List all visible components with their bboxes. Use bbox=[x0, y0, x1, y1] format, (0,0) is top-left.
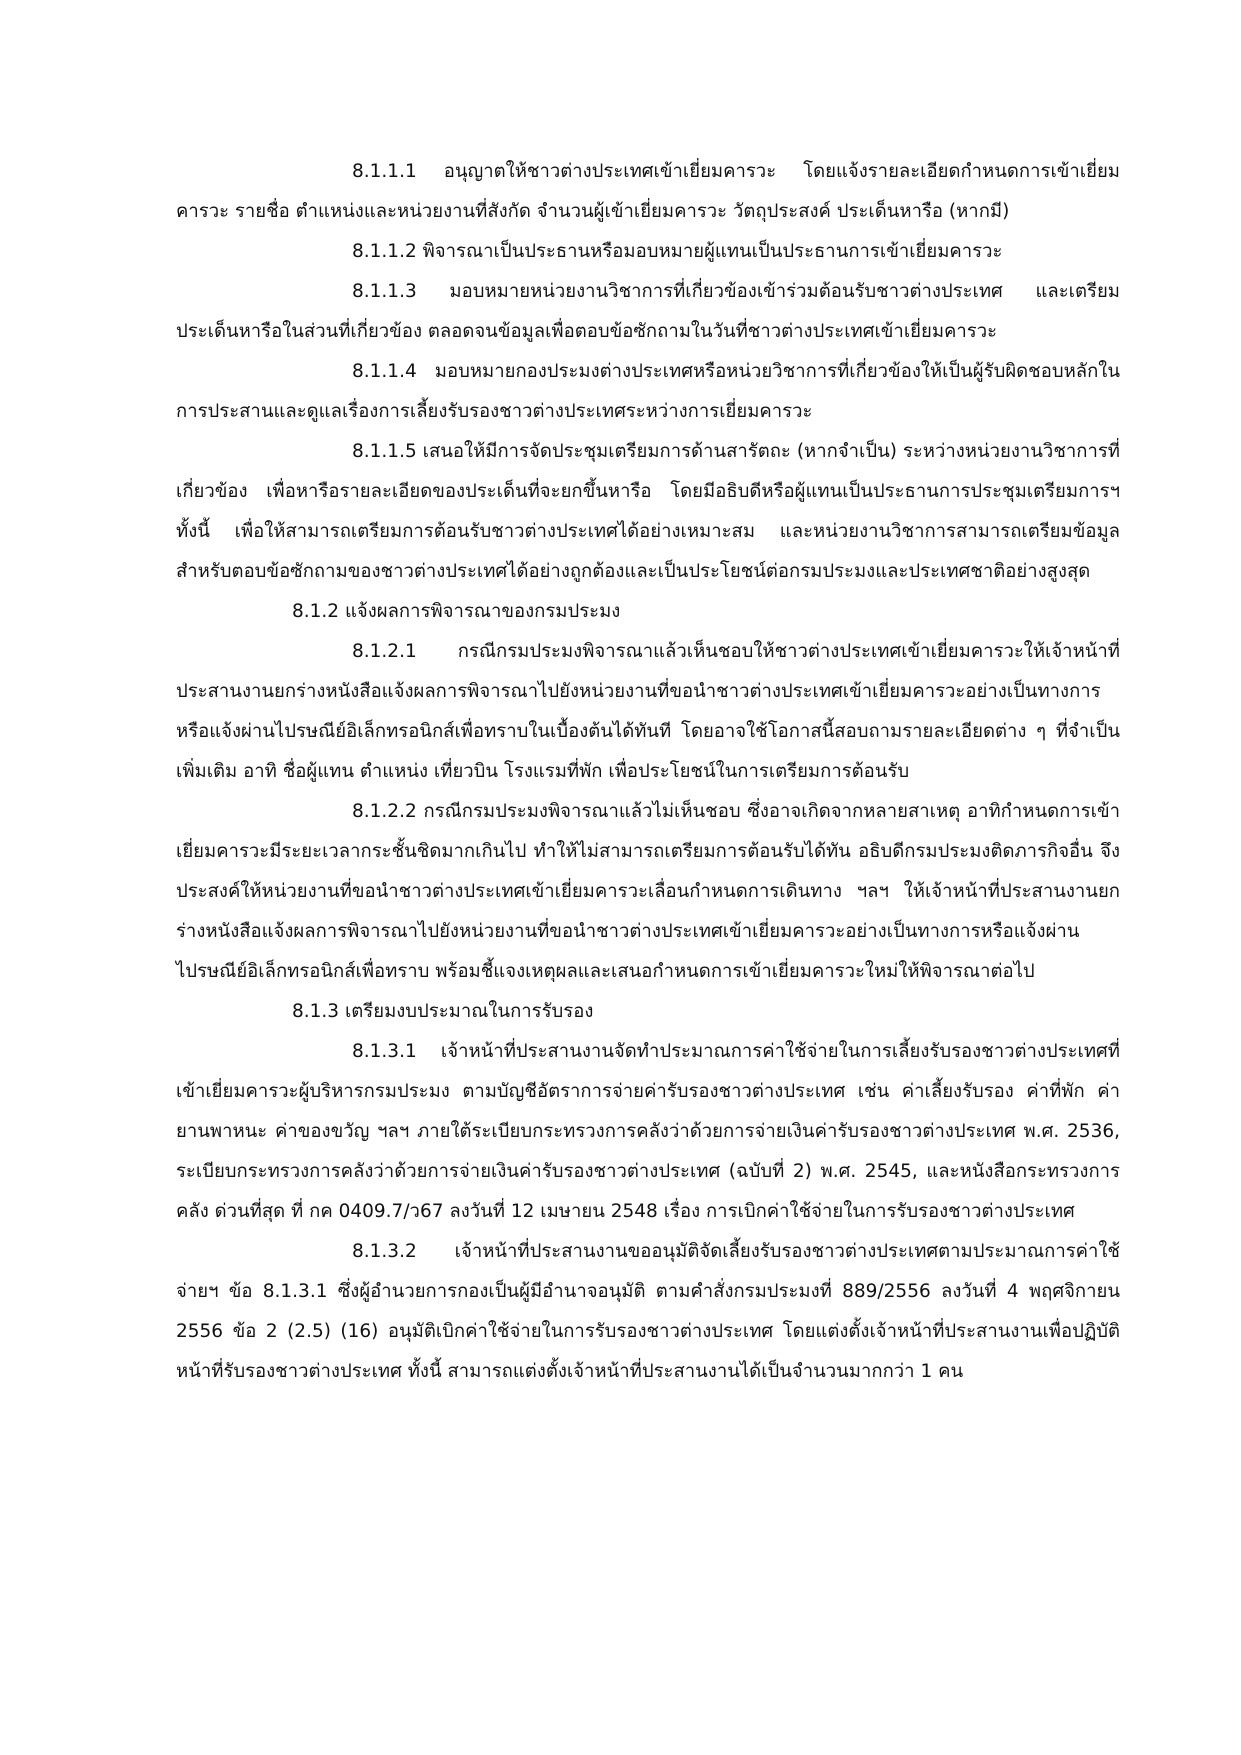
paragraph-8-1-1-2: 8.1.1.2 พิจารณาเป็นประธานหรือมอบหมายผู้แทนเป็นประธานการเข้าเยี่ยมคารวะ bbox=[352, 241, 1003, 262]
paragraph-8-1-2-1: 8.1.2.1 กรณีกรมประมงพิจารณาแล้วเห็นชอบให้ชาวต่างประเทศเข้าเยี่ยมคารวะให้เจ้าหน้าที่ประสานงานยกร่างหนังสือแจ้งผลการพิจารณาไปยังหน่วยงานที่ขอนำชาวต่างประเทศเข้าเยี่ยมคารวะอย่างเป็นทางการหรือแจ้งผ่านไปรษณีย์อิเล็กทรอนิกส์เพื่อทราบในเบื้องต้นได้ทันที โดยอาจใช้โอกาสนี้สอบถามรายละเอียดต่าง ๆ ที่จำเป็นเพิ่มเติม อาทิ ชื่อผู้แทน ตำแหน่ง เที่ยวบิน โรงแรมที่พัก เพื่อประโยชน์ในการเตรียมการต้อนรับ bbox=[176, 641, 1120, 782]
paragraph-8-1-1-1: 8.1.1.1 อนุญาตให้ชาวต่างประเทศเข้าเยี่ยมคารวะ โดยแจ้งรายละเอียดกำหนดการเข้าเยี่ยมคารวะ รายชื่อ ตำแหน่งและหน่วยงานที่สังกัด จำนวนผู้เข้าเยี่ยมคารวะ วัตถุประสงค์ ประเด็นหารือ (หากมี) bbox=[176, 161, 1120, 222]
section-heading-8-1-2: 8.1.2 แจ้งผลการพิจารณาของกรมประมง bbox=[292, 601, 621, 622]
section-heading-8-1-3: 8.1.3 เตรียมงบประมาณในการรับรอง bbox=[292, 1001, 594, 1022]
paragraph-8-1-1-4: 8.1.1.4 มอบหมายกองประมงต่างประเทศหรือหน่วยวิชาการที่เกี่ยวข้องให้เป็นผู้รับผิดชอบหลักในการประสานและดูแลเรื่องการเลี้ยงรับรองชาวต่างประเทศระหว่างการเยี่ยมคารวะ bbox=[176, 361, 1120, 422]
paragraph-8-1-1-5: 8.1.1.5 เสนอให้มีการจัดประชุมเตรียมการด้านสารัตถะ (หากจำเป็น) ระหว่างหน่วยงานวิชาการที่เกี่ยวข้อง เพื่อหารือรายละเอียดของประเด็นที่จะยกขึ้นหารือ โดยมีอธิบดีหรือผู้แทนเป็นประธานการประชุมเตรียมการฯ ทั้งนี้ เพื่อให้สามารถเตรียมการต้อนรับชาวต่างประเทศได้อย่างเหมาะสม และหน่วยงานวิชาการสามารถเตรียมข้อมูลสำหรับตอบข้อซักถามของชาวต่างประเทศได้อย่างถูกต้องและเป็นประโยชน์ต่อกรมประมงและประเทศชาติอย่างสูงสุด bbox=[176, 441, 1120, 582]
paragraph-8-1-3-2: 8.1.3.2 เจ้าหน้าที่ประสานงานขออนุมัติจัดเลี้ยงรับรองชาวต่างประเทศตามประมาณการค่าใช้จ่ายฯ ข้อ 8.1.3.1 ซึ่งผู้อำนวยการกองเป็นผู้มีอำนาจอนุมัติ ตามคำสั่งกรมประมงที่ 889/2556 ลงวันที่ 4 พฤศจิกายน 2556 ข้อ 2 (2.5) (16) อนุมัติเบิกค่าใช้จ่ายในการรับรองชาวต่างประเทศ โดยแต่งตั้งเจ้าหน้าที่ประสานงานเพื่อปฏิบัติหน้าที่รับรองชาวต่างประเทศ ทั้งนี้ สามารถแต่งตั้งเจ้าหน้าที่ประสานงานได้เป็นจำนวนมากกว่า 1 คน bbox=[176, 1241, 1120, 1382]
document-body bbox=[176, 152, 1120, 1392]
paragraph-8-1-2-2: 8.1.2.2 กรณีกรมประมงพิจารณาแล้วไม่เห็นชอบ ซึ่งอาจเกิดจากหลายสาเหตุ อาทิกำหนดการเข้าเยี่ยมคารวะมีระยะเวลากระชั้นชิดมากเกินไป ทำให้ไม่สามารถเตรียมการต้อนรับได้ทัน อธิบดีกรมประมงติดภารกิจอื่น จึงประสงค์ให้หน่วยงานที่ขอนำชาวต่างประเทศเข้าเยี่ยมคารวะเลื่อนกำหนดการเดินทาง ฯลฯ ให้เจ้าหน้าที่ประสานงานยกร่างหนังสือแจ้งผลการพิจารณาไปยังหน่วยงานที่ขอนำชาวต่างประเทศเข้าเยี่ยมคารวะอย่างเป็นทางการหรือแจ้งผ่านไปรษณีย์อิเล็กทรอนิกส์เพื่อทราบ พร้อมชี้แจงเหตุผลและเสนอกำหนดการเข้าเยี่ยมคารวะใหม่ให้พิจารณาต่อไป bbox=[176, 801, 1120, 982]
paragraph-8-1-3-1: 8.1.3.1 เจ้าหน้าที่ประสานงานจัดทำประมาณการค่าใช้จ่ายในการเลี้ยงรับรองชาวต่างประเทศที่เข้าเยี่ยมคารวะผู้บริหารกรมประมง ตามบัญชีอัตราการจ่ายค่ารับรองชาวต่างประเทศ เช่น ค่าเลี้ยงรับรอง ค่าที่พัก ค่ายานพาหนะ ค่าของขวัญ ฯลฯ ภายใต้ระเบียบกระทรวงการคลังว่าด้วยการจ่ายเงินค่ารับรองชาวต่างประเทศ พ.ศ. 2536, ระเบียบกระทรวงการคลังว่าด้วยการจ่ายเงินค่ารับรองชาวต่างประเทศ (ฉบับที่ 2) พ.ศ. 2545, และหนังสือกระทรวงการคลัง ด่วนที่สุด ที่ กค 0409.7/ว67 ลงวันที่ 12 เมษายน 2548 เรื่อง การเบิกค่าใช้จ่ายในการรับรองชาวต่างประเทศ bbox=[176, 1041, 1120, 1222]
paragraph-8-1-1-3: 8.1.1.3 มอบหมายหน่วยงานวิชาการที่เกี่ยวข้องเข้าร่วมต้อนรับชาวต่างประเทศ และเตรียมประเด็นหารือในส่วนที่เกี่ยวข้อง ตลอดจนข้อมูลเพื่อตอบข้อซักถามในวันที่ชาวต่างประเทศเข้าเยี่ยมคารวะ bbox=[176, 281, 1120, 342]
